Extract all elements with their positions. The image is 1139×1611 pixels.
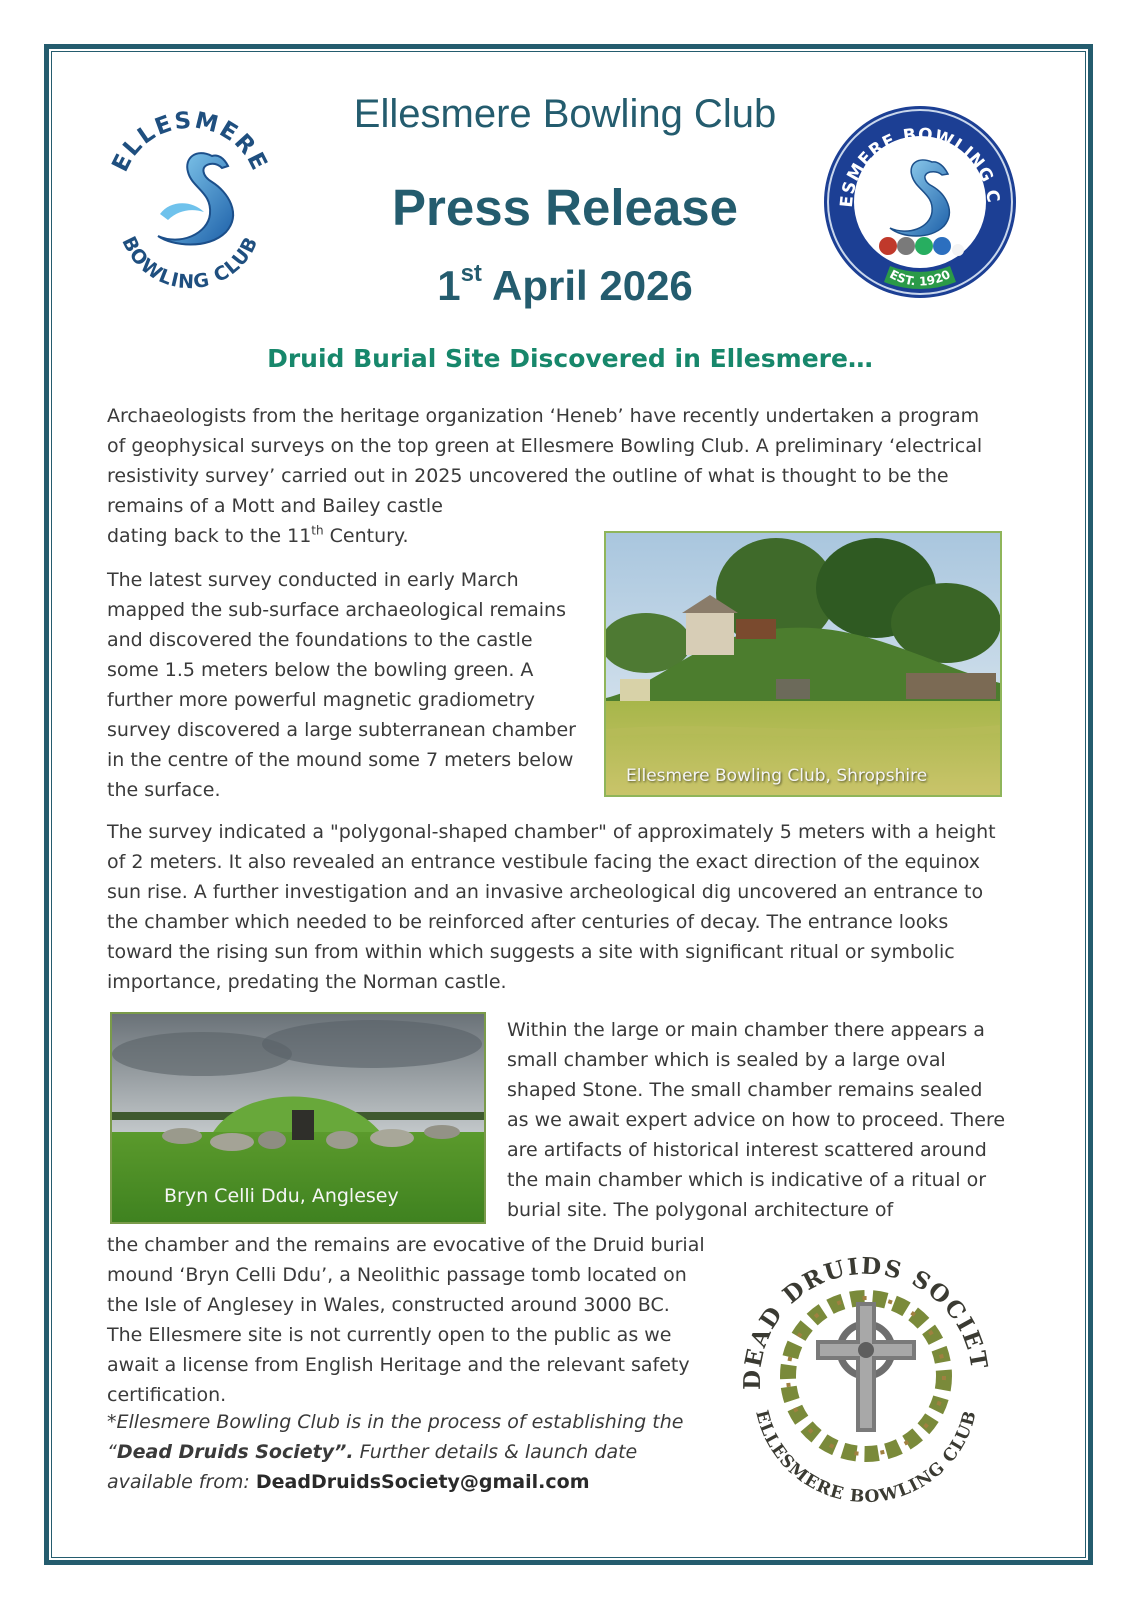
club-name: Ellesmere Bowling Club bbox=[353, 92, 777, 136]
paragraph-4: Within the large or main chamber there appears a small chamber which is sealed by a large oval shaped Stone. The small chamber remains sealed as we await expert advice on how to proceed. There are artifacts of historical interest scattered around the main chamber which is indicative of a ritual or burial site. The polygonal architecture of bbox=[507, 1019, 1006, 1221]
date-suffix: st bbox=[460, 260, 482, 287]
headline: Druid Burial Site Discovered in Ellesmere… bbox=[267, 344, 873, 373]
club-swan-logo-left bbox=[100, 96, 280, 296]
photo-bowling-club bbox=[604, 531, 1002, 797]
release-date bbox=[300, 262, 830, 310]
paragraph-1-body: Archaeologists from the heritage organization ‘Heneb’ have recently undertaken a program of geophysical surveys on the top green at Ellesmere Bowling Club. A preliminary ‘electrical resistivity survey’ carried out in 2025 uncovered the outline of what is thought to be the remains of a Mott and Bailey castle bbox=[107, 405, 983, 517]
club-badge-logo-right bbox=[822, 104, 1018, 300]
logo-left-top-text: ELLESMERE bbox=[107, 107, 273, 176]
date-month-year: April 2026 bbox=[481, 262, 693, 309]
photo-2-caption: Bryn Celli Ddu, Anglesey bbox=[164, 1185, 399, 1207]
logo-left-bottom-text: BOWLING CLUB bbox=[117, 233, 263, 294]
druids-logo-bottom-text: ELLESMERE BOWLING CLUB bbox=[751, 1408, 981, 1508]
footnote bbox=[107, 1407, 707, 1497]
druids-logo-top-text: DEAD DRUIDS SOCIET bbox=[738, 1252, 993, 1391]
paragraph-2: The latest survey conducted in early March mapped the sub-surface archaeological remains and discovered the foundations to the castle some 1.5 meters below the bowling green. A further more powerful magnetic gradiometry survey discovered a large subterranean chamber in the centre of the mound some 7 meters below the surface. bbox=[107, 569, 576, 801]
paragraph-1-sup: th bbox=[311, 523, 324, 538]
contact-email[interactable]: DeadDruidsSociety@gmail.com bbox=[255, 1471, 590, 1493]
dead-druids-society-logo bbox=[726, 1230, 1006, 1512]
paragraph-3: The survey indicated a "polygonal-shaped chamber" of approximately 5 meters with a height of 2 meters. It also revealed an entrance vestibule facing the exact direction of the equinox sun rise. A further investigation and an invasive archeological dig uncovered an entrance to the chamber which needed to be reinforced after centuries of decay. The entrance looks toward the rising sun from within which suggests a site with significant ritual or symbolic importance, predating the Norman castle. bbox=[107, 821, 996, 993]
logo-right-bottom-text: EST. 1920 bbox=[887, 267, 953, 289]
footnote-society: Dead Druids Society”. bbox=[116, 1441, 354, 1463]
photo-1-caption: Ellesmere Bowling Club, Shropshire bbox=[626, 766, 928, 786]
page-title: Press Release bbox=[392, 179, 738, 236]
paragraph-1 bbox=[107, 401, 997, 551]
paragraph-5: the chamber and the remains are evocative of the Druid burial mound ‘Bryn Celli Ddu’, a Neolithic passage tomb located on the Isle of Anglesey in Wales, constructed around 3000 BC. The Ellesmere site is not currently open to the public as we await a license from English Heritage and the relevant safety certification. bbox=[107, 1234, 705, 1406]
date-day: 1 bbox=[437, 262, 461, 309]
photo-bryn-celli-ddu bbox=[110, 1012, 486, 1224]
footnote-intro: *Ellesmere Bowling Club is in the process of establishing the “ bbox=[107, 1411, 684, 1463]
paragraph-1-last-b: Century. bbox=[323, 525, 409, 547]
paragraph-1-last-a: dating back to the 11 bbox=[107, 525, 312, 547]
logo-right-top-text: ESMERE BOWLING C bbox=[836, 124, 1004, 209]
footnote-rest: Further details & launch date available from: bbox=[107, 1441, 638, 1493]
